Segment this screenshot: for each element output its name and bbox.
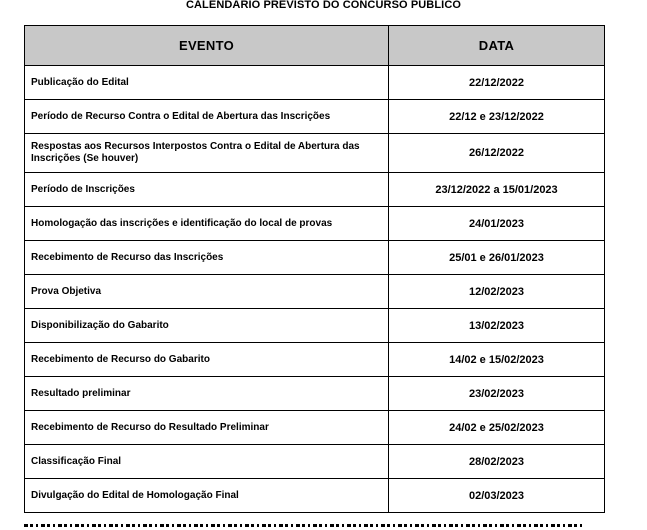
event-cell: Resultado preliminar bbox=[25, 377, 389, 411]
table-row bbox=[25, 275, 605, 309]
event-column-header: EVENTO bbox=[25, 26, 389, 66]
event-cell: Recebimento de Recurso do Resultado Preliminar bbox=[25, 411, 389, 445]
event-cell: Respostas aos Recursos Interpostos Contra o Edital de Abertura das Inscrições (Se houver) bbox=[25, 134, 389, 173]
event-cell: Classificação Final bbox=[25, 445, 389, 479]
date-cell: 25/01 e 26/01/2023 bbox=[389, 241, 605, 275]
date-cell: 22/12 e 23/12/2022 bbox=[389, 100, 605, 134]
event-cell: Recebimento de Recurso do Gabarito bbox=[25, 343, 389, 377]
date-cell: 14/02 e 15/02/2023 bbox=[389, 343, 605, 377]
date-column-header: DATA bbox=[389, 26, 605, 66]
schedule-table bbox=[24, 25, 605, 513]
table-row bbox=[25, 207, 605, 241]
event-cell: Prova Objetiva bbox=[25, 275, 389, 309]
table-row bbox=[25, 411, 605, 445]
event-cell: Período de Inscrições bbox=[25, 173, 389, 207]
table-row bbox=[25, 66, 605, 100]
date-cell: 28/02/2023 bbox=[389, 445, 605, 479]
event-cell: Publicação do Edital bbox=[25, 66, 389, 100]
date-cell: 22/12/2022 bbox=[389, 66, 605, 100]
table-row bbox=[25, 343, 605, 377]
table-row bbox=[25, 445, 605, 479]
date-cell: 23/12/2022 a 15/01/2023 bbox=[389, 173, 605, 207]
event-cell: Recebimento de Recurso das Inscrições bbox=[25, 241, 389, 275]
date-cell: 13/02/2023 bbox=[389, 309, 605, 343]
event-cell: Homologação das inscrições e identificação do local de provas bbox=[25, 207, 389, 241]
event-cell: Divulgação do Edital de Homologação Final bbox=[25, 479, 389, 513]
table-row bbox=[25, 309, 605, 343]
date-cell: 24/02 e 25/02/2023 bbox=[389, 411, 605, 445]
event-cell: Disponibilização do Gabarito bbox=[25, 309, 389, 343]
table-row bbox=[25, 134, 605, 173]
table-row bbox=[25, 241, 605, 275]
table-row bbox=[25, 100, 605, 134]
date-cell: 12/02/2023 bbox=[389, 275, 605, 309]
event-cell: Período de Recurso Contra o Edital de Abertura das Inscrições bbox=[25, 100, 389, 134]
date-cell: 24/01/2023 bbox=[389, 207, 605, 241]
table-row bbox=[25, 377, 605, 411]
cut-off-text-line bbox=[24, 522, 584, 530]
document-title: CALENDÁRIO PREVISTO DO CONCURSO PÚBLICO bbox=[185, 0, 462, 11]
date-cell: 02/03/2023 bbox=[389, 479, 605, 513]
table-row bbox=[25, 479, 605, 513]
table-row bbox=[25, 173, 605, 207]
date-cell: 26/12/2022 bbox=[389, 134, 605, 173]
date-cell: 23/02/2023 bbox=[389, 377, 605, 411]
table-header-row bbox=[25, 26, 605, 66]
